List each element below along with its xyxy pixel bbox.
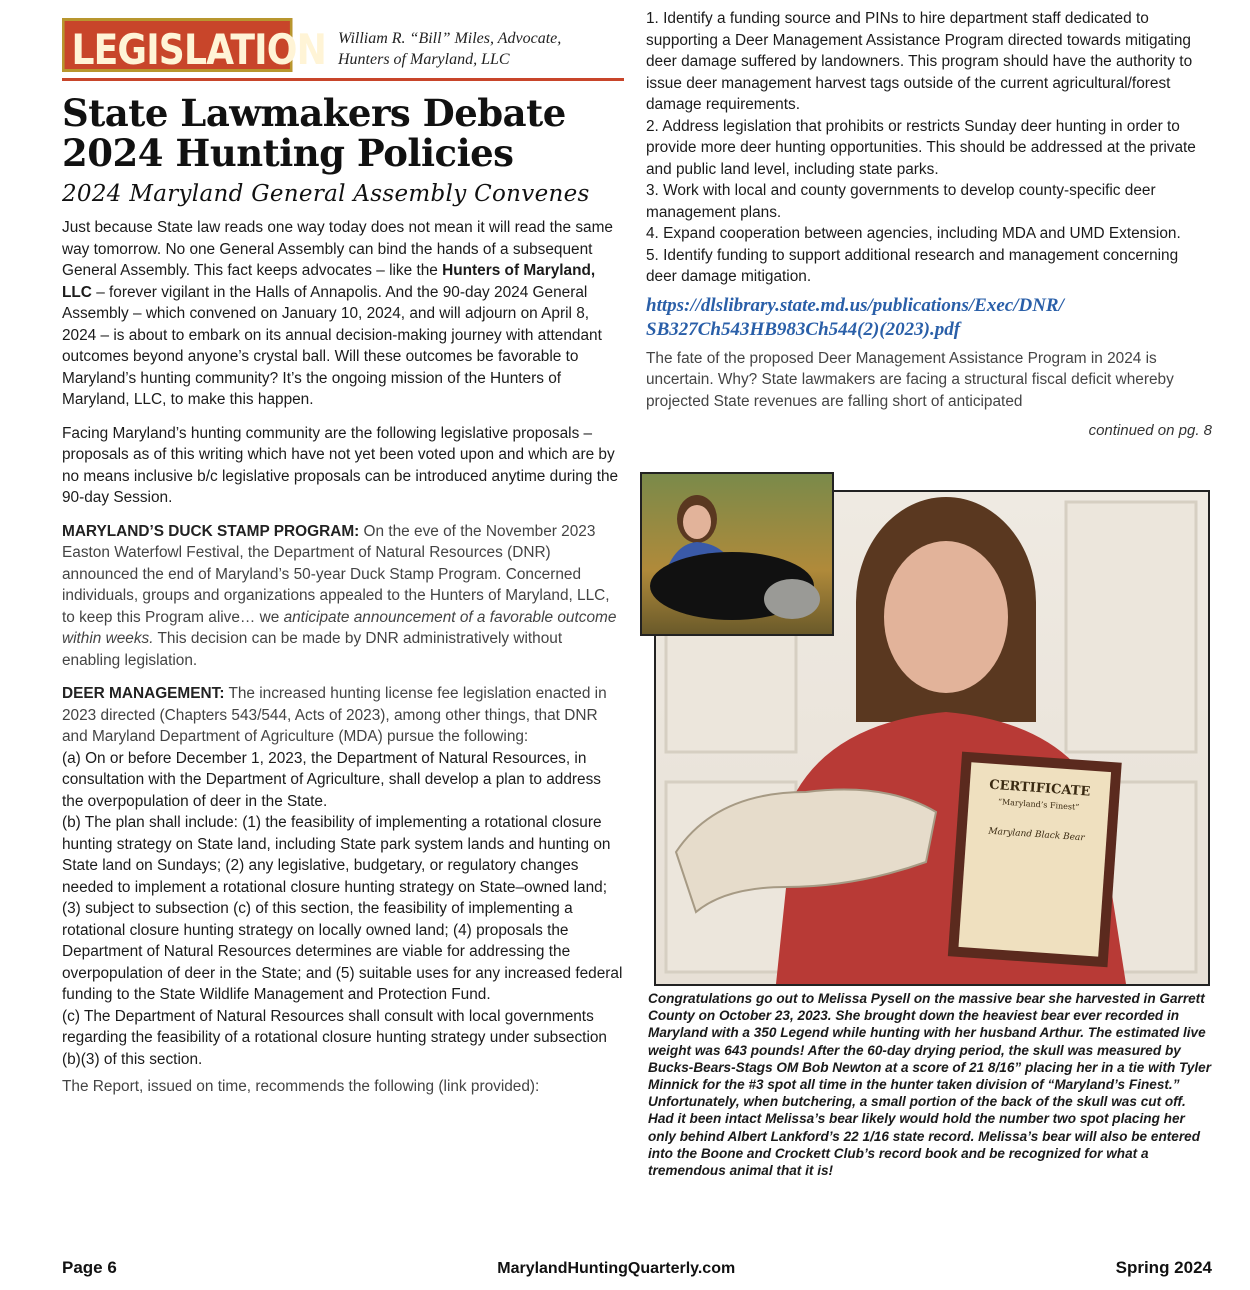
- page-number: Page 6: [62, 1258, 117, 1277]
- intro-org-name: Hunters of Maryland, LLC: [62, 262, 596, 301]
- certificate-title: CERTIFICATE: [988, 777, 1091, 800]
- intro-text-a: Just because State law reads one way today does not mean it will read the same way tomorrow. No one General Assembly can bind the hands of a subsequent General Assembly. This fact keeps advocates – like the: [62, 219, 613, 279]
- byline-org: Hunters of Maryland, LLC: [338, 51, 510, 68]
- recommendation-4: 4. Expand cooperation between agencies, including MDA and UMD Extension.: [646, 225, 1181, 242]
- byline-author: William R. “Bill” Miles, Advocate,: [338, 30, 562, 47]
- page-title: [62, 93, 624, 173]
- fate-paragraph: The fate of the proposed Deer Management Assistance Program in 2024 is uncertain. Why? State lawmakers are facing a structural fiscal deficit whereby projected State revenues are falling short of anticipated: [646, 349, 1174, 410]
- recommendation-5: 5. Identify funding to support additional research and management concerning deer damage mitigation.: [646, 246, 1179, 285]
- deer-list-item-a: (a) On or before December 1, 2023, the Department of Natural Resources, in consultation with the Department of Agriculture, shall develop a plan to address the overpopulation of deer in the State.: [62, 749, 601, 810]
- inset-photo: [640, 472, 834, 636]
- subheadline: 2024 Maryland General Assembly Convenes: [62, 181, 590, 207]
- intro-text-b: – forever vigilant in the Halls of Annapolis. And the 90-day 2024 General Assembly – which convened on January 10, 2024, and will adjourn on April 8, 2024 – is about to embark on its annual decision-making journey with attendant outcomes beyond anyone’s crystal ball. Will these outcomes be favorable to Maryland’s hunting community? It’s the ongoing mission of the Hunters of Maryland, LLC, to make this happen.: [62, 283, 602, 408]
- certificate-line: Maryland Black Bear: [988, 826, 1085, 844]
- duck-stamp-italic: anticipate announcement of a favorable outcome within weeks.: [62, 608, 617, 647]
- proposals-paragraph: Facing Maryland’s hunting community are the following legislative proposals – proposals as of this writing which have not yet been voted upon and which are by no means inclusive b/c legislative proposals can be introduced anytime during the 90-day Session.: [62, 424, 619, 506]
- page-footer: [62, 1258, 1212, 1278]
- report-link-line-1[interactable]: https://dlslibrary.state.md.us/publications/Exec/DNR/: [646, 294, 1064, 316]
- deer-list-item-b: (b) The plan shall include: (1) the feasibility of implementing a rotational closure hunting strategy on State land, including State park system lands and hunting on State land on Sundays; (2) any legislative, budgetary, or regulatory changes needed to implement a rotational closure hunting strategy on State–owned land; (3) subject to subsection (c) of this section, the feasibility of implementing a rotational closure hunting strategy on locally owned land; (4) proposals the Department of Natural Resources determines are viable for addressing the overpopulation of deer in the State; and (5) suitable uses for any increased federal funding to the State Wildlife Management and Protection Fund.: [62, 814, 623, 1003]
- certificate-subtitle: “Maryland’s Finest”: [997, 797, 1080, 812]
- inset-illustration: [642, 474, 832, 634]
- website[interactable]: MarylandHuntingQuarterly.com: [497, 1260, 736, 1277]
- intro-paragraph: [62, 217, 624, 411]
- left-column: [62, 18, 624, 1110]
- deer-management-heading: DEER MANAGEMENT:: [62, 685, 225, 702]
- byline: [338, 18, 598, 70]
- duck-stamp-text-a: On the eve of the November 2023 Easton Waterfowl Festival, the Department of Natural Resources (DNR) announced the end of Maryland’s 50-year Duck Stamp Program. Concerned individuals, groups and organizations appealed to the Hunters of Maryland, LLC, to keep this Program alive… we: [62, 522, 610, 626]
- duck-stamp-paragraph: [62, 521, 624, 672]
- section-label: LEGISLATION: [62, 18, 292, 72]
- header-rule: [62, 78, 624, 81]
- deer-management-paragraph: [62, 683, 624, 748]
- deer-management-text: The increased hunting license fee legislation enacted in 2023 directed (Chapters 543/544, Acts of 2023), among other things, that DNR and Maryland Department of Agriculture (MDA) pursue the following:: [62, 685, 607, 745]
- issue-date: Spring 2024: [1115, 1258, 1212, 1277]
- report-line: The Report, issued on time, recommends the following (link provided):: [62, 1078, 540, 1095]
- headline-line-2: 2024 Hunting Policies: [62, 131, 514, 175]
- report-link-line-2[interactable]: SB327Ch543HB983Ch544(2)(2023).pdf: [646, 318, 961, 340]
- recommendation-1: 1. Identify a funding source and PINs to hire department staff dedicated to supporting a Deer Management Assistance Program directed towards mitigating deer damage suffered by landowners. This program should have the authority to issue deer management harvest tags outside of the current agricultural/forest damage requirements.: [646, 10, 1193, 113]
- continued-note: continued on pg. 8: [1088, 422, 1212, 439]
- recommendation-2: 2. Address legislation that prohibits or restricts Sunday deer hunting in order to provide more deer hunting opportunities. This should be addressed at the private and public land level, including state parks.: [646, 117, 1196, 178]
- recommendation-3: 3. Work with local and county governments to develop county-specific deer management plans.: [646, 182, 1156, 221]
- headline-line-1: State Lawmakers Debate: [62, 91, 566, 135]
- deer-list-item-c: (c) The Department of Natural Resources shall consult with local governments regarding the feasibility of a rotational closure hunting strategy under subsection (b)(3) of this section.: [62, 1007, 607, 1068]
- section-header: [62, 18, 624, 72]
- photo-caption: Congratulations go out to Melissa Pysell on the massive bear she harvested in Garrett County on October 23, 2023. She brought down the heaviest bear ever recorded in Maryland with a 350 Legend while hunting with her husband Arthur. The estimated live weight was 643 pounds! After the 60-day drying period, the skull was measured by Bucks-Bears-Stags OM Bob Newton at a score of 21 8/16” placing her in a tie with Tyler Minnick for the #3 spot all time in the hunter taken division of “Maryland’s Finest.” Unfortunately, when butchering, a small portion of the back of the skull was cut off. Had it been intact Melissa’s bear likely would hold the number two spot placing her only behind Albert Lankford’s 22 1/16 state record. Melissa’s bear will also be entered into the Boone and Crockett Club’s record book and be recognized for what a tremendous animal that it is!: [648, 991, 1212, 1179]
- report-link[interactable]: [646, 294, 1212, 342]
- duck-stamp-heading: MARYLAND’S DUCK STAMP PROGRAM:: [62, 522, 360, 540]
- right-column: [646, 8, 1212, 439]
- duck-stamp-text-b: This decision can be made by DNR administratively without enabling legislation.: [62, 630, 563, 669]
